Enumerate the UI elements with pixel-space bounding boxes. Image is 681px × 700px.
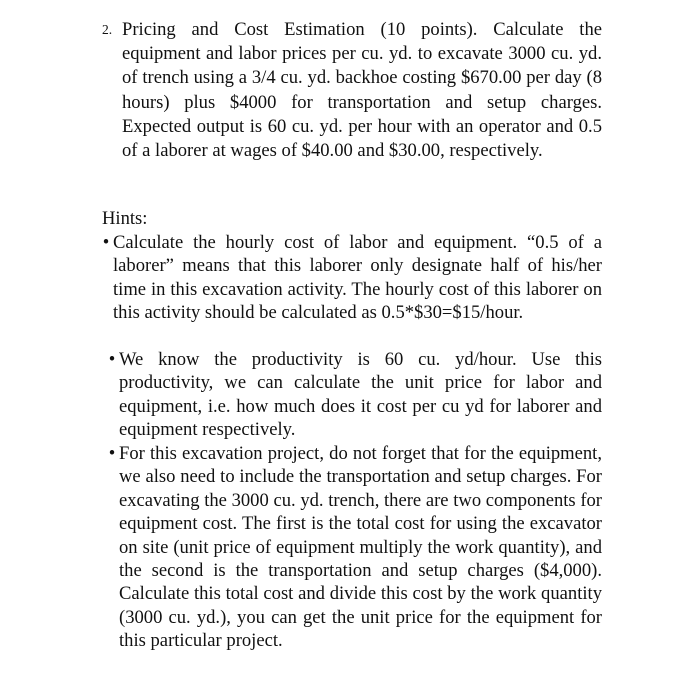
hint-item [108, 442, 602, 653]
hint-text: Calculate the hourly cost of labor and equipment. “0.5 of a laborer” means that this laborer only designate half of his/her time in this excavation activity. The hourly cost of this laborer on this activity should be calculated as 0.5*$30=$15/hour. [113, 232, 602, 324]
hints-heading: Hints: [102, 208, 148, 229]
hint-item [102, 231, 602, 325]
bullet-icon: • [108, 349, 116, 370]
bullet-icon: • [102, 232, 110, 253]
problem-text: Pricing and Cost Estimation (10 points). Calculate the equipment and labor prices per cu. yd. to excavate 3000 cu. yd. of trench using a 3/4 cu. yd. backhoe costing $670.00 per day (8 hours) plus $4000 for transportation and setup charges. Expected output is 60 cu. yd. per hour with an operator and 0.5 of a laborer at wages of $40.00 and $30.00, respectively. [122, 19, 602, 162]
hint-text: We know the productivity is 60 cu. yd/hour. Use this productivity, we can calculate the unit price for labor and equipment, i.e. how much does it cost per cu yd for laborer and equipment respectively. [119, 349, 602, 441]
hint-text: For this excavation project, do not forget that for the equipment, we also need to include the transportation and setup charges. For excavating the 3000 cu. yd. trench, there are two components for equipment cost. The first is the total cost for using the excavator on site (unit price of equipment multiply the work quantity), and the second is the transportation and setup charges ($4,000). Calculate this total cost and divide this cost by the work quantity (3000 cu. yd.), you can get the unit price for the equipment for this particular project. [119, 443, 602, 652]
problem-statement [102, 18, 602, 163]
problem-number: 2. [102, 22, 113, 37]
hint-item [108, 348, 602, 442]
bullet-icon: • [108, 443, 116, 464]
